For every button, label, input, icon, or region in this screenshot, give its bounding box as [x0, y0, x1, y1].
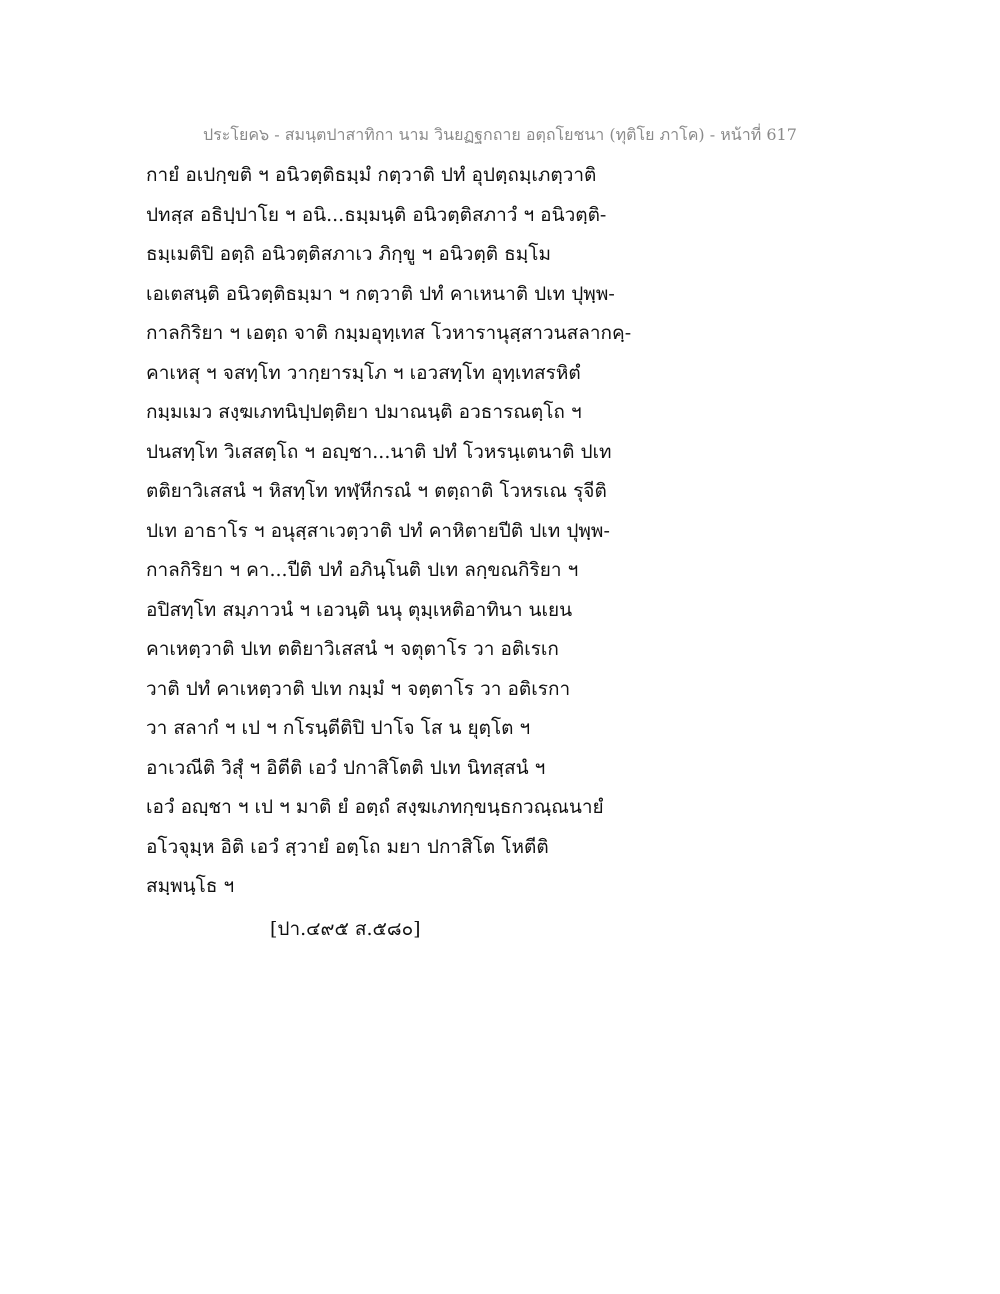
- text-line: อปิสทฺโท สมฺภาวนํ ฯ เอวนฺติ นนุ ตุมฺเหติอาทินา นเยน: [146, 598, 573, 621]
- text-line: สมฺพนฺโธ ฯ: [146, 875, 235, 897]
- text-line: กมฺมเมว สงฺฆเภทนิปฺปตฺติยา ปมาณนฺติ อวธารณตฺโถ ฯ: [146, 401, 582, 423]
- running-header: ประโยค๖ - สมนฺตปาสาทิกา นาม วินยฏฐกถาย อตฺถโยชนา (ทุติโย ภาโค) - หน้าที่ 617: [203, 125, 797, 144]
- text-line: ตติยาวิเสสนํ ฯ หิสทฺโท ทฬฺหีกรณํ ฯ ตตฺถาติ โวหรเณ รุจีติ: [146, 480, 607, 502]
- page-reference: [ปา.๔๙๕ ส.๕๘๐]: [270, 918, 421, 940]
- text-line: อาเวณีติ วิสุํ ฯ อิตีติ เอวํ ปกาสิโตติ ปเท นิทสฺสนํ ฯ: [146, 756, 546, 779]
- text-line: กาลกิริยา ฯ เอตฺถ จาติ กมฺมอุทฺเทส โวหารานุสฺสาวนสลากคฺ-: [146, 322, 632, 344]
- text-line: ปเท อาธาโร ฯ อนุสฺสาเวตฺวาติ ปทํ คาหิตายปีติ ปเท ปุพฺพ-: [146, 519, 610, 542]
- text-line: วา สลากํ ฯ เป ฯ กโรนฺตีติปิ ปาโจ โส น ยุตฺโต ฯ: [146, 717, 531, 739]
- text-line: ปทสฺส อธิปฺปาโย ฯ อนิ...ธมฺมนฺติ อนิวตฺติสภาวํ ฯ อนิวตฺติ-: [146, 203, 607, 226]
- text-line: ธมฺเมติปิ อตฺถิ อนิวตฺติสภาเว ภิกฺขู ฯ อนิวตฺติ ธมฺโม: [146, 243, 552, 265]
- text-line: คาเหสุ ฯ จสทฺโท วากฺยารมฺโภ ฯ เอวสทฺโท อุทฺเทสรหิตํ: [146, 361, 581, 384]
- text-line: ปนสทฺโท วิเสสตฺโถ ฯ อญฺชา...นาติ ปทํ โวหรนฺเตนาติ ปเท: [146, 440, 612, 463]
- text-line: กาลกิริยา ฯ คา...ปีติ ปทํ อภินฺโนติ ปเท ลกฺขณกิริยา ฯ: [146, 559, 579, 581]
- text-line: กายํ อเปกฺขติ ฯ อนิวตฺติธมฺมํ กตฺวาติ ปทํ อุปตฺถมฺเภตฺวาติ: [146, 164, 597, 186]
- text-line: คาเหตฺวาติ ปเท ตติยาวิเสสนํ ฯ จตุตาโร วา อติเรเก: [146, 638, 559, 660]
- text-line: อโวจุมฺห อิติ เอวํ สฺวายํ อตฺโถ มยา ปกาสิโต โหตีติ: [146, 835, 549, 858]
- text-line: เอวํ อญฺชา ฯ เป ฯ มาติ ยํ อตฺถํ สงฺฆเภทกฺขนฺธกวณฺณนายํ: [146, 796, 604, 818]
- body-paragraph: [146, 160, 766, 911]
- text-line: เอเตสนฺติ อนิวตฺติธมฺมา ฯ กตฺวาติ ปทํ คาเหนาติ ปเท ปุพฺพ-: [146, 282, 615, 305]
- text-line: วาติ ปทํ คาเหตฺวาติ ปเท กมฺมํ ฯ จตฺตาโร วา อติเรกา: [146, 677, 571, 700]
